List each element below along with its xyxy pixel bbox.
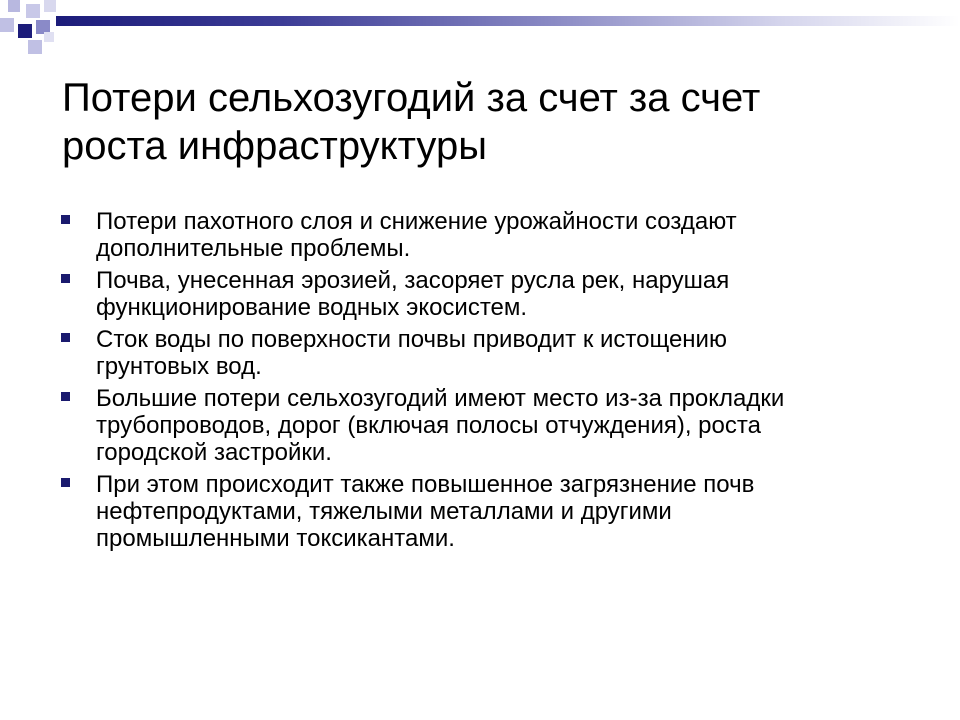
bullet-item (60, 326, 880, 380)
square-bullet-icon (61, 478, 70, 487)
bullet-text-line: Большие потери сельхозугодий имеют место из-за прокладки (96, 385, 785, 412)
bullet-text-line: функционирование водных экосистем. (96, 294, 528, 321)
bullet-item (60, 208, 880, 262)
bullet-text-line: грунтовых вод. (96, 353, 262, 380)
decor-square-8 (44, 32, 54, 42)
bullet-text-line: нефтепродуктами, тяжелыми металлами и другими (96, 498, 672, 525)
bullet-item (60, 385, 880, 466)
decor-square-5 (18, 24, 32, 38)
decor-square-3 (44, 0, 56, 12)
slide-title (62, 74, 922, 170)
header-gradient-bar (56, 16, 960, 26)
decor-square-4 (0, 18, 14, 32)
bullet-item (60, 471, 880, 552)
bullet-text-line: Почва, унесенная эрозией, засоряет русла рек, нарушая (96, 267, 730, 294)
decor-square-7 (28, 40, 42, 54)
slide-title-line-1: Потери сельхозугодий за счет за счет (62, 76, 761, 120)
bullet-text-line: Сток воды по поверхности почвы приводит к истощению (96, 326, 727, 353)
square-bullet-icon (61, 392, 70, 401)
bullet-text-line: промышленными токсикантами. (96, 525, 455, 552)
bullet-text-line: Потери пахотного слоя и снижение урожайности создают (96, 208, 737, 235)
square-bullet-icon (61, 215, 70, 224)
bullet-list (60, 208, 880, 557)
square-bullet-icon (61, 274, 70, 283)
bullet-text-line: дополнительные проблемы. (96, 235, 411, 262)
bullet-text-line: городской застройки. (96, 439, 332, 466)
decor-square-2 (26, 4, 40, 18)
bullet-text-line: трубопроводов, дорог (включая полосы отчуждения), роста (96, 412, 761, 439)
bullet-text-line: При этом происходит также повышенное загрязнение почв (96, 471, 755, 498)
bullet-item (60, 267, 880, 321)
square-bullet-icon (61, 333, 70, 342)
decor-square-1 (8, 0, 20, 12)
slide-title-line-2: роста инфраструктуры (62, 124, 487, 168)
header-decoration (0, 0, 960, 60)
